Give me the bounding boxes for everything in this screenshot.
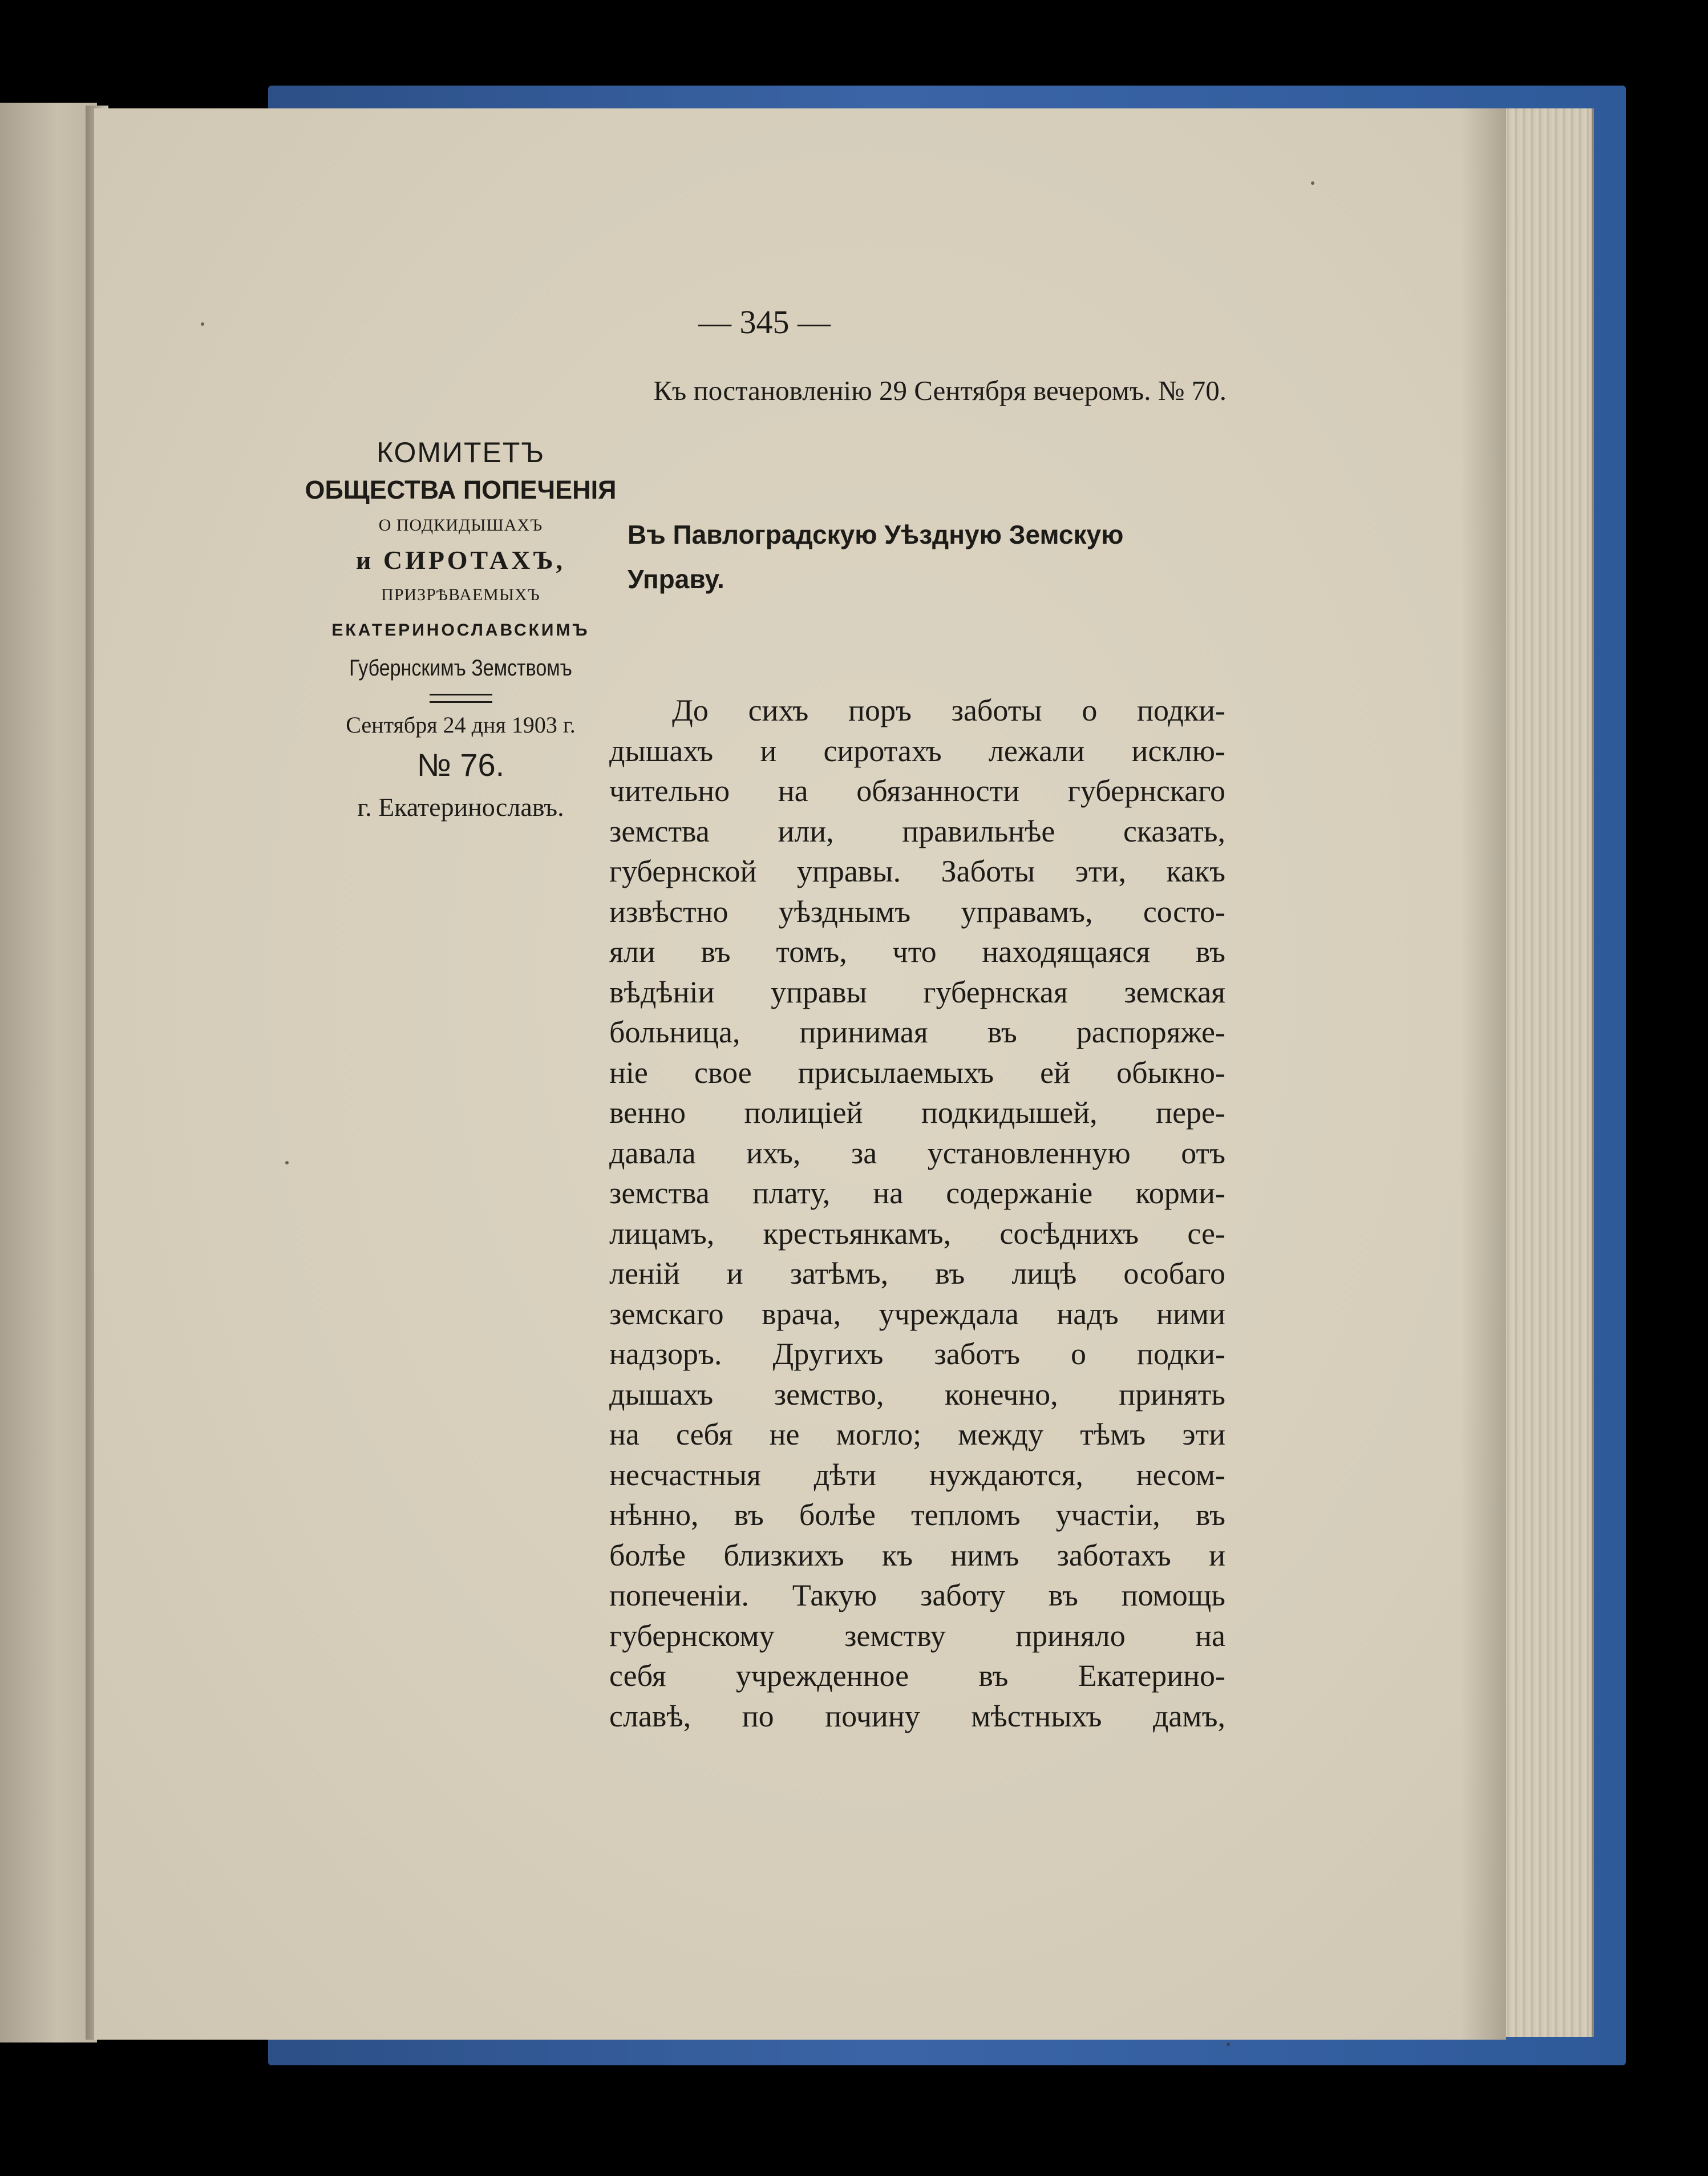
previous-page-edge	[0, 103, 97, 2042]
letter-body	[609, 690, 1225, 1736]
body-line: губернской управы. Заботы эти, какъ	[609, 854, 1225, 888]
body-line: нѣнно, въ болѣе тепломъ участіи, въ	[609, 1498, 1225, 1532]
addressee-line: Въ Павлоградскую Уѣздную Земскую	[628, 520, 1124, 549]
body-line: надзоръ. Другихъ заботъ о подки-	[609, 1337, 1225, 1371]
letter-city: г. Екатеринославъ.	[357, 792, 564, 822]
body-line: яли въ томъ, что находящаяся въ	[609, 935, 1225, 969]
body-line: леній и затѣмъ, въ лицѣ особаго	[609, 1256, 1225, 1291]
letter-number: № 76.	[416, 747, 505, 783]
body-line: губернскому земству приняло на	[609, 1618, 1225, 1653]
body-line: чительно на обязанности губернскаго	[609, 774, 1225, 808]
body-line: славѣ, по почину мѣстныхъ дамъ,	[609, 1698, 1225, 1733]
body-line: До сихъ поръ заботы о подки-	[672, 693, 1225, 727]
body-line: больница, принимая въ распоряже-	[609, 1015, 1225, 1049]
page-shadow	[1460, 108, 1506, 2040]
page-edges	[1495, 108, 1594, 2037]
body-line: давала ихъ, за установленную отъ	[609, 1135, 1225, 1170]
letter-date: Сентября 24 дня 1903 г.	[346, 712, 576, 738]
committee-foundlings: О ПОДКИДЫШАХЪ	[378, 516, 543, 535]
resolution-reference: Къ постановленію 29 Сентября вечеромъ. № 70.	[653, 375, 1227, 406]
committee-cared: ПРИЗРѢВАЕМЫХЪ	[381, 585, 540, 604]
double-rule-divider	[430, 694, 492, 703]
body-line: попеченіи. Такую заботу въ помощь	[609, 1578, 1225, 1612]
addressee-line: Управу.	[628, 564, 725, 594]
body-line: лицамъ, крестьянкамъ, сосѣднихъ се-	[609, 1216, 1225, 1251]
page-number: — 345 —	[698, 304, 831, 341]
body-line: на себя не могло; между тѣмъ эти	[609, 1417, 1225, 1451]
committee-society: ОБЩЕСТВА ПОПЕЧЕНІЯ	[305, 475, 617, 504]
body-line: дышахъ земство, конечно, принять	[609, 1377, 1225, 1411]
body-line: болѣе близкихъ къ нимъ заботахъ и	[609, 1538, 1225, 1572]
addressee	[628, 512, 1232, 601]
paper-speck	[1311, 181, 1314, 185]
body-line: ніе свое присылаемыхъ ей обыкно-	[609, 1055, 1225, 1090]
paper-speck	[201, 322, 204, 326]
committee-zemstvo: Губернскимъ Земствомъ	[349, 656, 572, 681]
body-line: вѣдѣніи управы губернская земская	[609, 974, 1225, 1009]
paper-speck	[285, 1161, 289, 1164]
committee-title: КОМИТЕТЪ	[376, 436, 545, 468]
committee-header	[302, 434, 619, 827]
paper-speck	[1227, 2042, 1230, 2046]
body-line: земскаго врача, учреждала надъ ними	[609, 1296, 1225, 1331]
body-line: несчастныя дѣти нуждаются, несом-	[609, 1457, 1225, 1492]
committee-province: ЕКАТЕРИНОСЛАВСКИМЪ	[331, 621, 590, 640]
body-line: земства или, правильнѣе сказать,	[609, 814, 1225, 848]
body-line: земства плату, на содержаніе корми-	[609, 1176, 1225, 1210]
committee-orphans: и СИРОТАХЪ,	[355, 545, 566, 575]
body-line: извѣстно уѣзднымъ управамъ, состо-	[609, 894, 1225, 929]
body-line: себя учрежденное въ Екатерино-	[609, 1659, 1225, 1693]
body-line: дышахъ и сиротахъ лежали исклю-	[609, 733, 1225, 768]
body-line: венно полиціей подкидышей, пере-	[609, 1095, 1225, 1130]
